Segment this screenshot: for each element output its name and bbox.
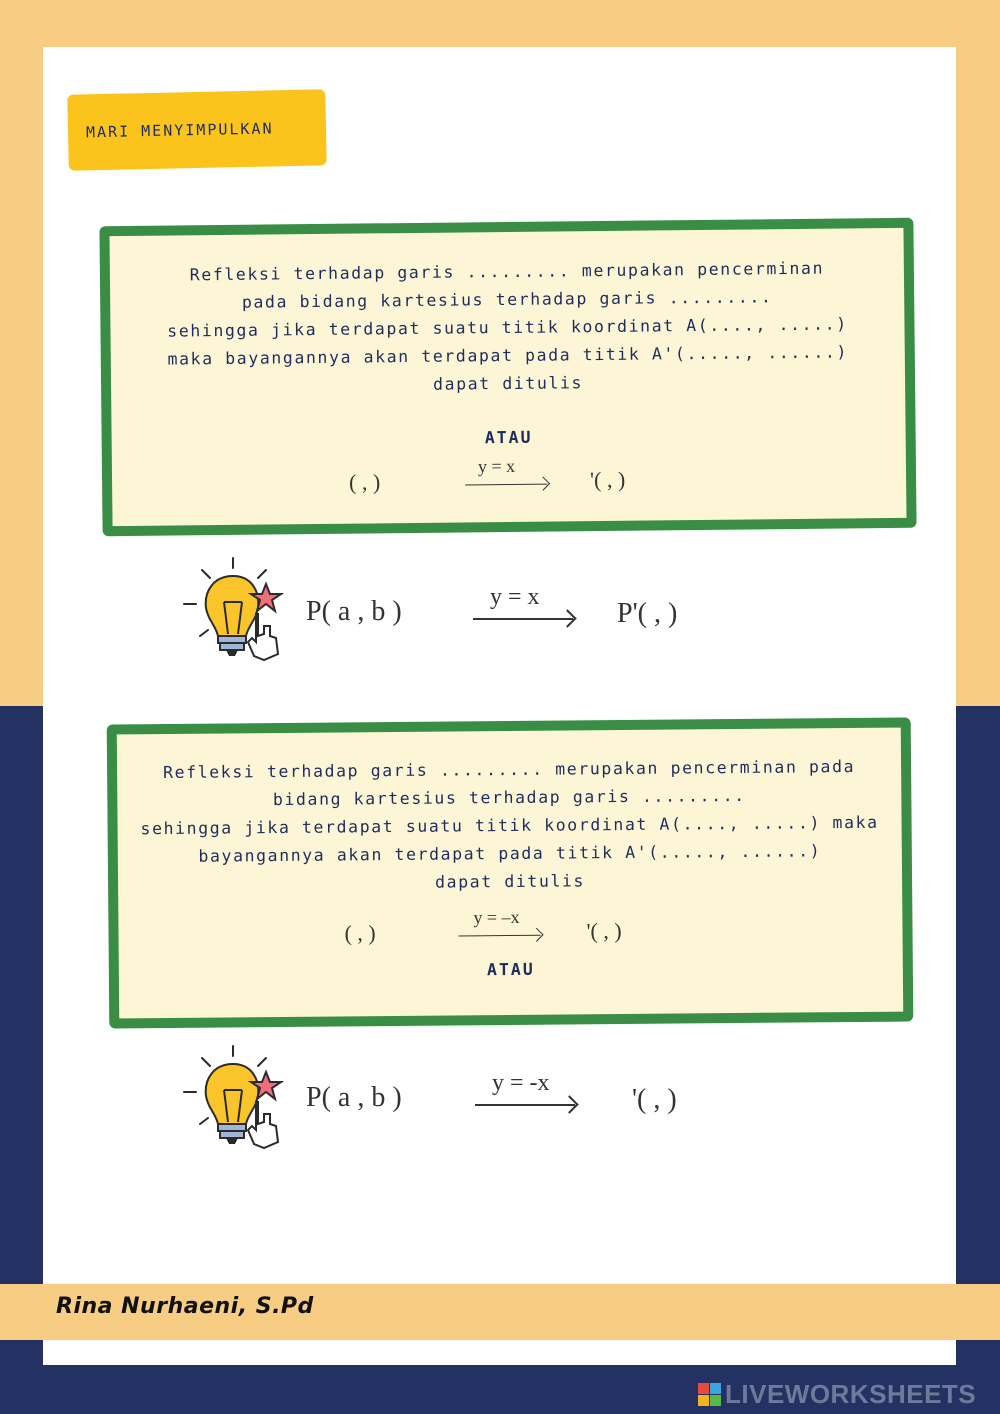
text-line: bidang kartesius terhadap garis ......... bbox=[272, 785, 746, 810]
text-line: maka bayangannya akan terdapat pada titik A'(....., ......) bbox=[167, 342, 849, 369]
example-point: P( a , b ) bbox=[306, 1082, 402, 1113]
text-line: bayangannya akan terdapat pada titik A'(....., ......) bbox=[198, 841, 822, 866]
mapping-left: ( , ) bbox=[344, 920, 376, 946]
example-image-point: '( , ) bbox=[632, 1084, 677, 1115]
example-arrow bbox=[475, 1104, 575, 1106]
mapping-notation bbox=[112, 456, 906, 504]
example-point: P( a , b ) bbox=[306, 596, 402, 627]
text-line: Refleksi terhadap garis ......... merupakan pencerminan bbox=[189, 258, 825, 285]
conclusion-box-y-equals-x bbox=[99, 218, 916, 537]
section-tag bbox=[67, 89, 327, 170]
text-line: Refleksi terhadap garis ......... merupakan pencerminan pada bbox=[163, 756, 856, 783]
example-image-point: P'( , ) bbox=[617, 598, 678, 629]
text-line: sehingga jika terdapat suatu titik koordinat A(...., .....) maka bbox=[140, 812, 879, 839]
lightbulb-hand-icon bbox=[180, 556, 290, 666]
mapping-notation bbox=[118, 908, 902, 955]
example-label: y = x bbox=[490, 584, 540, 610]
mapping-left: ( , ) bbox=[348, 469, 381, 495]
mapping-right: '( , ) bbox=[589, 466, 626, 493]
mapping-arrow bbox=[459, 935, 541, 937]
watermark-text: LIVEWORKSHEETS bbox=[725, 1378, 977, 1409]
liveworksheets-watermark bbox=[698, 1378, 977, 1409]
text-line: dapat ditulis bbox=[432, 373, 584, 394]
atau-label: ATAU bbox=[484, 427, 533, 448]
mapping-arrow bbox=[465, 484, 547, 486]
example-y-equals-minus-x bbox=[302, 1072, 782, 1132]
text-line: dapat ditulis bbox=[435, 871, 586, 892]
author-name: Rina Nurhaeni, S.Pd bbox=[56, 1294, 314, 1319]
conclusion-text bbox=[117, 753, 902, 900]
example-arrow bbox=[473, 618, 573, 620]
example-y-equals-x bbox=[300, 586, 780, 646]
text-line: pada bidang kartesius terhadap garis ......... bbox=[241, 287, 773, 312]
text-line: sehingga jika terdapat suatu titik koordinat A(...., .....) bbox=[167, 314, 848, 341]
atau-label: ATAU bbox=[486, 959, 535, 980]
conclusion-box-y-equals-minus-x bbox=[107, 717, 914, 1028]
mapping-label: y = –x bbox=[473, 906, 520, 928]
mapping-right: '( , ) bbox=[586, 918, 622, 944]
liveworksheets-logo-icon bbox=[698, 1383, 721, 1406]
conclusion-text bbox=[110, 254, 905, 402]
example-label: y = -x bbox=[492, 1070, 550, 1096]
lightbulb-hand-icon bbox=[180, 1044, 290, 1154]
mapping-label: y = x bbox=[477, 455, 516, 477]
section-tag-label: MARI MENYIMPULKAN bbox=[85, 119, 274, 142]
